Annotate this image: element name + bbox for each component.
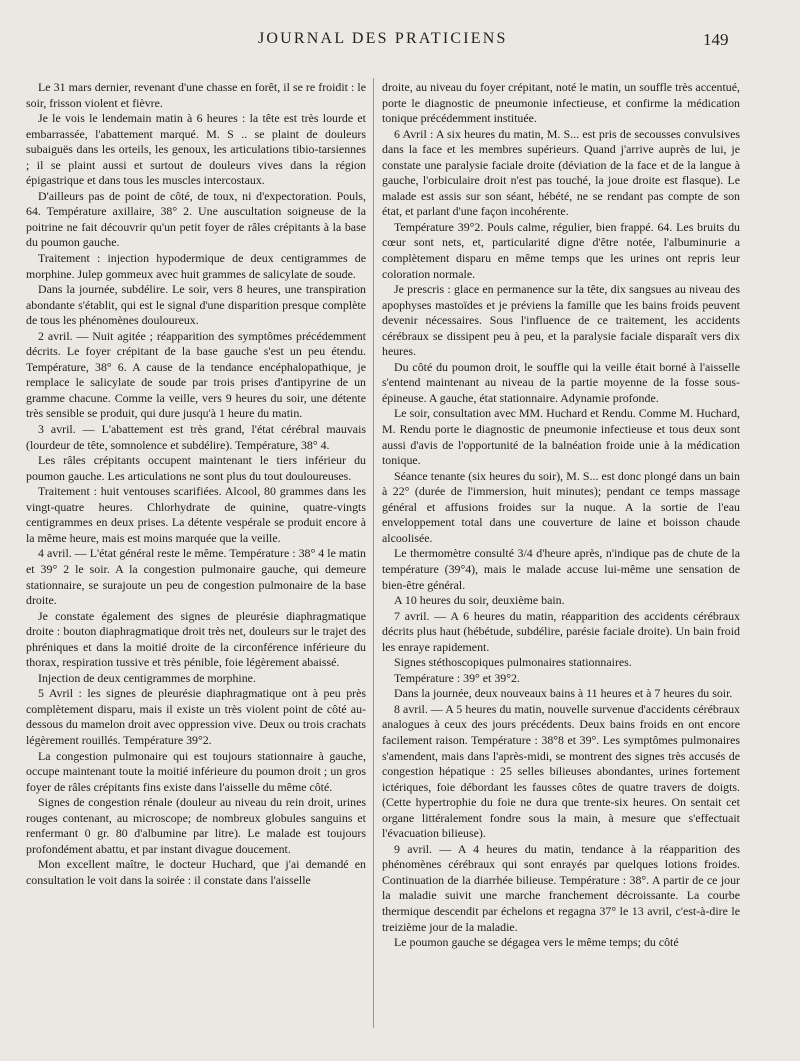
paragraph: D'ailleurs pas de point de côté, de toux, ni d'expectoration. Pouls, 64. Température axillaire, 38° 2. Une auscultation soigneuse de la poitrine ne fait découvrir qu'un petit foyer de râles crépitants à la base du poumon gauche. <box>26 188 366 250</box>
paragraph: Séance tenante (six heures du soir), M. S... est donc plongé dans un bain à 22° (durée de l'immersion, huit minutes); pendant ce temps massage général et affusions froides sur la nuque. A la sortie de l'eau enveloppement total dans une couverture de laine et boisson chaude alcoolisée. <box>382 468 740 545</box>
paragraph: Signes stéthoscopiques pulmonaires stationnaires. <box>394 655 632 670</box>
column-divider <box>373 78 374 1028</box>
paragraph: 8 avril. — A 5 heures du matin, nouvelle survenue d'accidents cérébraux analogues à ceux des jours précédents. Deux bains froids en ont encore facilement raison. Température : 38°8 et 39°. Les symptômes pulmonaires s'amendent, mais dans l'après-midi, se montrent des signes très accusés de congestion hépatique : 25 selles bilieuses abondantes, urines fortement ictériques, foie débordant les fausses côtes de quatre travers de doigts. (Cette hypertrophie du foie ne dura que trente-six heures. On sentait cet organe littéralement fondre sous la main, à mesure que s'effectuait l'évacuation bilieuse). <box>382 701 740 841</box>
paragraph: 7 avril. — A 6 heures du matin, réapparition des accidents cérébraux décrits plus haut (hébétude, subdélire, parésie faciale droite). Un bain froid les enraye rapidement. <box>382 608 740 654</box>
paragraph: Signes de congestion rénale (douleur au niveau du rein droit, urines rouges contenant, au microscope; de nombreux globules sanguins et renfermant 0 gr. 80 d'albumine par litre). Le malade est toujours profondément abattu, et par instant divague doucement. <box>26 795 366 856</box>
paragraph: Mon excellent maître, le docteur Huchard, que j'ai demandé en consultation le voit dans la soirée : il constate dans l'aisselle <box>26 857 366 887</box>
paragraph: 3 avril. — L'abattement est très grand, l'état cérébral mauvais (lourdeur de tête, somnolence et subdélire). Température, 38° 4. <box>26 422 366 452</box>
paragraph: Les râles crépitants occupent maintenant le tiers inférieur du poumon gauche. Les articulations ne sont plus du tout douloureuses. <box>26 453 366 483</box>
paragraph: Le soir, consultation avec MM. Huchard et Rendu. Comme M. Huchard, M. Rendu porte le diagnostic de pneumonie infectieuse et tous deux sont aussi d'avis de l'opportunité de la balnéation froide unie à la médication tonique. <box>382 406 740 468</box>
paragraph: Je le vois le lendemain matin à 6 heures : la tête est très lourde et embarrassée, l'abattement marqué. M. S .. se plaint de douleurs subaiguës dans les orteils, les genoux, les articulations tibio-tarsiennes ; il se plaint aussi et surtout de douleurs vives dans la région épigastrique et dans tous les muscles intercostaux. <box>26 111 366 188</box>
paragraph: 6 Avril : A six heures du matin, M. S... est pris de secousses convulsives dans la face et les membres supérieurs. Quand j'arrive auprès de lui, je constate une paralysie faciale droite (déviation de la face et de la langue à gauche, l'orbiculaire droit n'est pas touché, la joue droite est flasque). Le malade est assis sur son séant, hébété, ne se rendant pas compte de son état, et parlant d'une façon incohérente. <box>382 126 740 219</box>
paragraph: Température 39°2. Pouls calme, régulier, bien frappé. 64. Les bruits du cœur sont nets, et, particularité digne d'être notée, l'albuminurie a complètement disparu en même temps que les urines ont repris leur coloration normale. <box>382 219 740 281</box>
paragraph: Dans la journée, subdélire. Le soir, vers 8 heures, une transpiration abondante s'établit, qui est le signal d'une disparition presque complète de tous les phénomènes douloureux. <box>26 282 366 328</box>
paragraph: La congestion pulmonaire qui est toujours stationnaire à gauche, occupe maintenant toute la moitié inférieure du poumon droit ; un gros foyer de râles crépitants fins existe dans l'aisselle du même côté. <box>26 748 366 794</box>
paragraph: 2 avril. — Nuit agitée ; réapparition des symptômes précédemment décrits. Le foyer crépitant de la base gauche s'est un peu étendu. Température, 38° 6. A cause de la tendance encéphalopathique, je remplace le salicylate de soude par trois prises d'antipyrine de un gramme chacune. Comme la veille, vers 9 heures du soir, une détente très sensible se produit, qui dure jusqu'à 1 heure du matin. <box>26 328 366 421</box>
page-number: 149 <box>703 30 729 49</box>
paragraph: 4 avril. — L'état général reste le même. Température : 38° 4 le matin et 39° 2 le soir. A la congestion pulmonaire gauche, qui demeure stationnaire, se surajoute un peu de congestion pulmonaire de la base droite. <box>26 546 366 608</box>
paragraph: Température : 39° et 39°2. <box>394 670 520 685</box>
paragraph: Je constate également des signes de pleurésie diaphragmatique droite : bouton diaphragmatique droit très net, douleurs sur le trajet des phréniques et dans la moitié droite de la circonférence inférieure du thorax, respiration tussive et très pénible, foie légèrement abaissé. <box>26 608 366 670</box>
paragraph: Traitement : injection hypodermique de deux centigrammes de morphine. Julep gommeux avec huit grammes de salicylate de soude. <box>26 251 366 281</box>
paragraph: Le poumon gauche se dégagea vers le même temps; du côté <box>394 935 679 950</box>
running-header <box>0 30 800 56</box>
paragraph: Je prescris : glace en permanence sur la tête, dix sangsues au niveau des apophyses mastoïdes et je préviens la famille que les bains froids peuvent devenir nécessaires. Sous l'influence de ce traitement, les accidents cérébraux se dissipent peu à peu, et la paralysie faciale disparaît vers dix heures. <box>382 282 740 359</box>
paragraph: Traitement : huit ventouses scarifiées. Alcool, 80 grammes dans les vingt-quatre heures. Chlorhydrate de quinine, quatre-vingts centigrammes en deux prises. La détente vespérale se produit encore à la même heure, mais est moins marquée que la veille. <box>26 484 366 545</box>
paragraph: A 10 heures du soir, deuxième bain. <box>394 593 565 608</box>
paragraph: Le 31 mars dernier, revenant d'une chasse en forêt, il se re froidit : le soir, frisson violent et fièvre. <box>26 80 366 110</box>
journal-title: JOURNAL DES PRATICIENS <box>258 30 508 47</box>
paragraph: Injection de deux centigrammes de morphine. <box>38 670 256 685</box>
right-column <box>382 80 740 951</box>
left-column <box>26 80 366 888</box>
paragraph: 5 Avril : les signes de pleurésie diaphragmatique ont à peu près complètement disparu, mais il existe un très violent point de côté au-dessous du mamelon droit avec oppression vive. Deux ou trois crachats légèrement rouillés. Température 39°2. <box>26 686 366 747</box>
paragraph: 9 avril. — A 4 heures du matin, tendance à la réapparition des phénomènes cérébraux qui sont enrayés par quelques lotions froides. Continuation de la diarrhée bilieuse. Température : 38°. A partir de ce jour la maladie suivit une marche franchement décroissante. La courbe thermique descendit par échelons et regagna 37° le 13 avril, c'est-à-dire le treizième jour de la maladie. <box>382 841 740 934</box>
paragraph: droite, au niveau du foyer crépitant, noté le matin, un souffle très accentué, porte le diagnostic de pneumonie infectieuse, et confirme la médication tonique précédemment instituée. <box>382 80 740 126</box>
paragraph: Du côté du poumon droit, le souffle qui la veille était borné à l'aisselle s'entend maintenant au niveau de la partie moyenne de la fosse sous-épineuse. A gauche, état stationnaire. Adynamie profonde. <box>382 359 740 405</box>
paragraph: Dans la journée, deux nouveaux bains à 11 heures et à 7 heures du soir. <box>394 686 733 701</box>
paragraph: Le thermomètre consulté 3/4 d'heure après, n'indique pas de chute de la température (39°4), mais le malade accuse lui-même une sensation de bien-être général. <box>382 546 740 592</box>
